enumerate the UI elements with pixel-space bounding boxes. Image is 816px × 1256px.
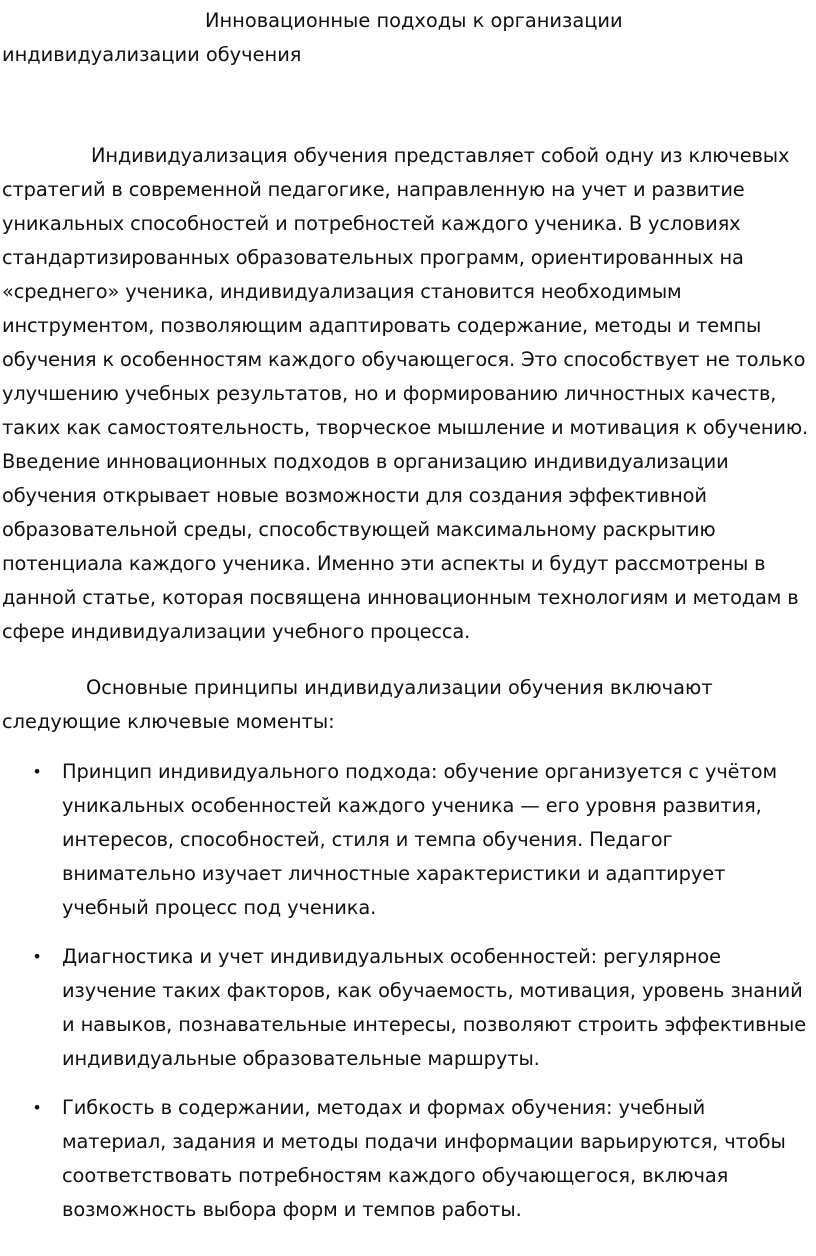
principles-intro-paragraph: Основные принципы индивидуализации обучения включают следующие ключевые моменты: [2, 676, 713, 733]
intro-paragraph: Индивидуализация обучения представляет собой одну из ключевых стратегий в современной педагогике, направленную на учет и развитие уникальных способностей и потребностей каждого ученика. В условиях стандартизированных образовательных программ, ориентированных на «среднего» ученика, индивидуализация становится необходимым инструментом, позволяющим адаптировать содержание, методы и темпы обучения к особенностям каждого обучающегося. Это способствует не только улучшению учебных результатов, но и формированию личностных качеств, таких как самостоятельность, творческое мышление и мотивация к обучению. Введение инновационных подходов в организацию индивидуализации обучения открывает новые возможности для создания эффективной образовательной среды, способствующей максимальному раскрытию потенциала каждого ученика. Именно эти аспекты и будут рассмотрены в данной статье, которая посвящена инновационным технологиям и методам в сфере индивидуализации учебного процесса. [2, 144, 809, 643]
document-title: Инновационные подходы к организации индивидуализации обучения [2, 9, 623, 66]
list-item [0, 940, 816, 1076]
bullet-icon: • [32, 1098, 42, 1117]
list-item [0, 1091, 816, 1227]
list-item-text: Принцип индивидуального подхода: обучение организуется с учётом уникальных особенностей каждого ученика — его уровня развития, интересов, способностей, стиля и темпа обучения. Педагог внимательно изучает личностные характеристики и адаптирует учебный процесс под ученика. [62, 760, 777, 919]
bullet-icon: • [32, 762, 42, 781]
bullet-icon: • [32, 947, 42, 966]
principles-list [0, 755, 816, 1242]
list-item [0, 755, 816, 925]
list-item-text: Гибкость в содержании, методах и формах обучения: учебный материал, задания и методы подачи информации варьируются, чтобы соответствовать потребностям каждого обучающегося, включая возможность выбора форм и темпов работы. [62, 1096, 786, 1221]
list-item-text: Диагностика и учет индивидуальных особенностей: регулярное изучение таких факторов, как обучаемость, мотивация, уровень знаний и навыков, познавательные интересы, позволяют строить эффективные индивидуальные образовательные маршруты. [62, 945, 807, 1070]
